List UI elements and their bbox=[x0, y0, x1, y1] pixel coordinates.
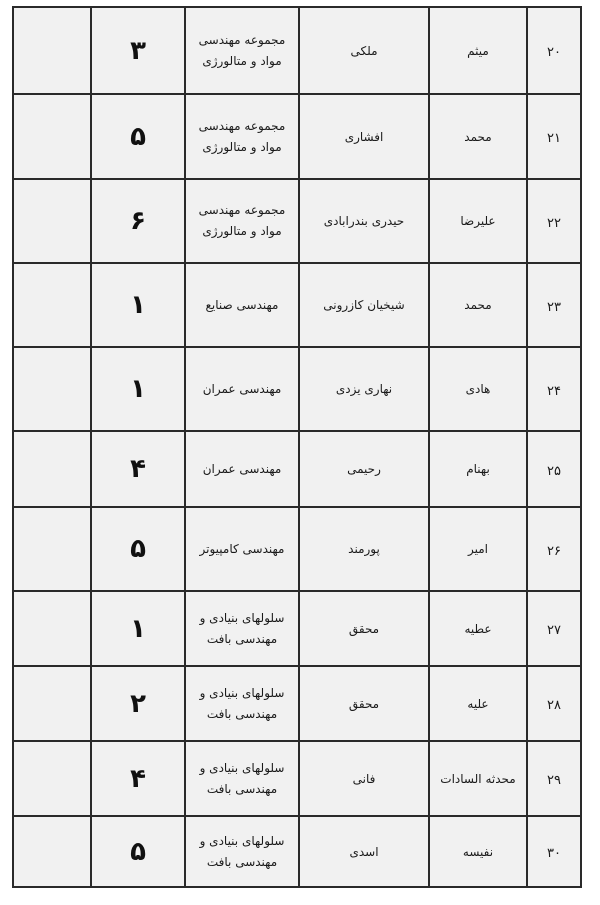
first-name-cell bbox=[429, 347, 527, 431]
last-name-cell bbox=[299, 7, 429, 94]
rank-text: ۴ bbox=[130, 454, 146, 484]
row-number-cell bbox=[527, 431, 581, 507]
row-number-cell bbox=[527, 263, 581, 347]
row-number-text: ۲۲ bbox=[547, 215, 561, 231]
field-text: مجموعه مهندسی مواد و متالورژی bbox=[198, 32, 286, 68]
row-number-text: ۲۷ bbox=[547, 623, 561, 638]
field-cell bbox=[185, 591, 299, 666]
first-name-text: بهنام bbox=[466, 462, 490, 476]
last-name-cell bbox=[299, 507, 429, 591]
row-number-cell bbox=[527, 347, 581, 431]
rank-text: ۵ bbox=[130, 534, 146, 564]
last-name-cell bbox=[299, 347, 429, 431]
students-table-page bbox=[12, 6, 580, 888]
first-name-cell bbox=[429, 816, 527, 887]
field-cell bbox=[185, 816, 299, 887]
row-number-text: ۲۱ bbox=[547, 131, 561, 146]
row-number-cell bbox=[527, 591, 581, 666]
field-cell bbox=[185, 741, 299, 816]
last-name-text: محقق bbox=[348, 621, 380, 636]
field-text: مهندسی صنایع bbox=[205, 298, 279, 312]
rank-text: ۵ bbox=[130, 121, 146, 152]
last-name-cell bbox=[299, 816, 429, 887]
last-name-text: حیدری بندرابادی bbox=[323, 214, 405, 228]
field-cell bbox=[185, 666, 299, 741]
row-number-text: ۲۴ bbox=[547, 383, 561, 399]
first-name-text: امیر bbox=[467, 542, 488, 556]
field-text: سلولهای بنیادی و مهندسی بافت bbox=[199, 610, 285, 646]
rank-text: ۲ bbox=[130, 688, 146, 719]
field-text: سلولهای بنیادی و مهندسی بافت bbox=[199, 833, 285, 869]
rank-text: ۳ bbox=[130, 35, 146, 66]
first-name-cell bbox=[429, 431, 527, 507]
last-name-text: محقق bbox=[348, 696, 380, 711]
photo-cell bbox=[13, 816, 91, 887]
last-name-cell bbox=[299, 431, 429, 507]
table-row bbox=[13, 666, 581, 741]
field-cell bbox=[185, 507, 299, 591]
rank-text: ۱ bbox=[130, 290, 146, 320]
last-name-text: افشاری bbox=[344, 129, 384, 144]
field-cell bbox=[185, 431, 299, 507]
row-number-text: ۳۰ bbox=[547, 846, 561, 861]
row-number-text: ۲۹ bbox=[547, 773, 561, 788]
first-name-text: میثم bbox=[467, 43, 489, 58]
row-number-cell bbox=[527, 179, 581, 263]
rank-cell bbox=[91, 591, 185, 666]
photo-cell bbox=[13, 263, 91, 347]
last-name-cell bbox=[299, 741, 429, 816]
field-cell bbox=[185, 347, 299, 431]
table-body bbox=[13, 7, 581, 887]
row-number-text: ۲۵ bbox=[547, 463, 561, 479]
first-name-cell bbox=[429, 741, 527, 816]
field-text: سلولهای بنیادی و مهندسی بافت bbox=[199, 685, 285, 721]
last-name-cell bbox=[299, 263, 429, 347]
row-number-cell bbox=[527, 507, 581, 591]
row-number-text: ۲۰ bbox=[547, 45, 561, 60]
last-name-text: ملکی bbox=[350, 43, 378, 58]
photo-cell bbox=[13, 741, 91, 816]
table-row bbox=[13, 263, 581, 347]
last-name-text: فانی bbox=[352, 771, 376, 786]
rank-cell bbox=[91, 7, 185, 94]
row-number-cell bbox=[527, 741, 581, 816]
row-number-cell bbox=[527, 7, 581, 94]
rank-text: ۵ bbox=[130, 836, 146, 867]
last-name-cell bbox=[299, 666, 429, 741]
field-cell bbox=[185, 179, 299, 263]
last-name-text: پورمند bbox=[348, 542, 380, 556]
photo-cell bbox=[13, 591, 91, 666]
photo-cell bbox=[13, 94, 91, 179]
table-row bbox=[13, 816, 581, 887]
rank-cell bbox=[91, 816, 185, 887]
table-row bbox=[13, 431, 581, 507]
field-text: سلولهای بنیادی و مهندسی بافت bbox=[199, 760, 285, 796]
rank-cell bbox=[91, 94, 185, 179]
first-name-text: علیرضا bbox=[460, 214, 496, 228]
rank-cell bbox=[91, 507, 185, 591]
row-number-text: ۲۳ bbox=[547, 299, 561, 315]
last-name-text: رحیمی bbox=[347, 462, 381, 476]
table-row bbox=[13, 7, 581, 94]
table-row bbox=[13, 347, 581, 431]
photo-cell bbox=[13, 7, 91, 94]
last-name-cell bbox=[299, 179, 429, 263]
last-name-text: شیخیان کازرونی bbox=[323, 298, 405, 312]
first-name-cell bbox=[429, 507, 527, 591]
row-number-text: ۲۸ bbox=[547, 698, 561, 713]
last-name-text: نهاری یزدی bbox=[335, 382, 393, 396]
last-name-cell bbox=[299, 94, 429, 179]
rank-cell bbox=[91, 431, 185, 507]
rank-text: ۱ bbox=[130, 613, 146, 644]
first-name-text: نفیسه bbox=[462, 844, 494, 859]
first-name-text: محمد bbox=[464, 298, 492, 312]
field-text: مهندسی عمران bbox=[202, 382, 282, 396]
field-cell bbox=[185, 7, 299, 94]
photo-cell bbox=[13, 431, 91, 507]
rank-cell bbox=[91, 179, 185, 263]
table-row bbox=[13, 507, 581, 591]
last-name-text: اسدی bbox=[349, 844, 379, 859]
field-cell bbox=[185, 263, 299, 347]
row-number-text: ۲۶ bbox=[547, 543, 561, 559]
row-number-cell bbox=[527, 666, 581, 741]
table-row bbox=[13, 179, 581, 263]
field-text: مجموعه مهندسی مواد و متالورژی bbox=[198, 118, 286, 154]
field-text: مجموعه مهندسی مواد و متالورژی bbox=[198, 203, 286, 238]
first-name-text: محدثه السادات bbox=[440, 771, 516, 786]
first-name-cell bbox=[429, 263, 527, 347]
rank-cell bbox=[91, 741, 185, 816]
photo-cell bbox=[13, 666, 91, 741]
first-name-cell bbox=[429, 94, 527, 179]
field-cell bbox=[185, 94, 299, 179]
rank-text: ۴ bbox=[130, 763, 146, 794]
row-number-cell bbox=[527, 816, 581, 887]
row-number-cell bbox=[527, 94, 581, 179]
table-row bbox=[13, 94, 581, 179]
rank-cell bbox=[91, 666, 185, 741]
table-row bbox=[13, 591, 581, 666]
table-row bbox=[13, 741, 581, 816]
first-name-cell bbox=[429, 666, 527, 741]
first-name-text: علیه bbox=[467, 696, 489, 711]
first-name-text: عطیه bbox=[464, 621, 492, 636]
photo-cell bbox=[13, 507, 91, 591]
first-name-cell bbox=[429, 591, 527, 666]
last-name-cell bbox=[299, 591, 429, 666]
first-name-text: محمد bbox=[464, 129, 492, 144]
students-table bbox=[12, 6, 582, 888]
field-text: مهندسی عمران bbox=[202, 462, 282, 476]
first-name-text: هادی bbox=[465, 382, 491, 396]
first-name-cell bbox=[429, 7, 527, 94]
rank-text: ۶ bbox=[130, 206, 146, 236]
field-text: مهندسی کامپیوتر bbox=[199, 542, 285, 556]
photo-cell bbox=[13, 179, 91, 263]
first-name-cell bbox=[429, 179, 527, 263]
rank-cell bbox=[91, 263, 185, 347]
rank-text: ۱ bbox=[130, 374, 146, 404]
rank-cell bbox=[91, 347, 185, 431]
photo-cell bbox=[13, 347, 91, 431]
